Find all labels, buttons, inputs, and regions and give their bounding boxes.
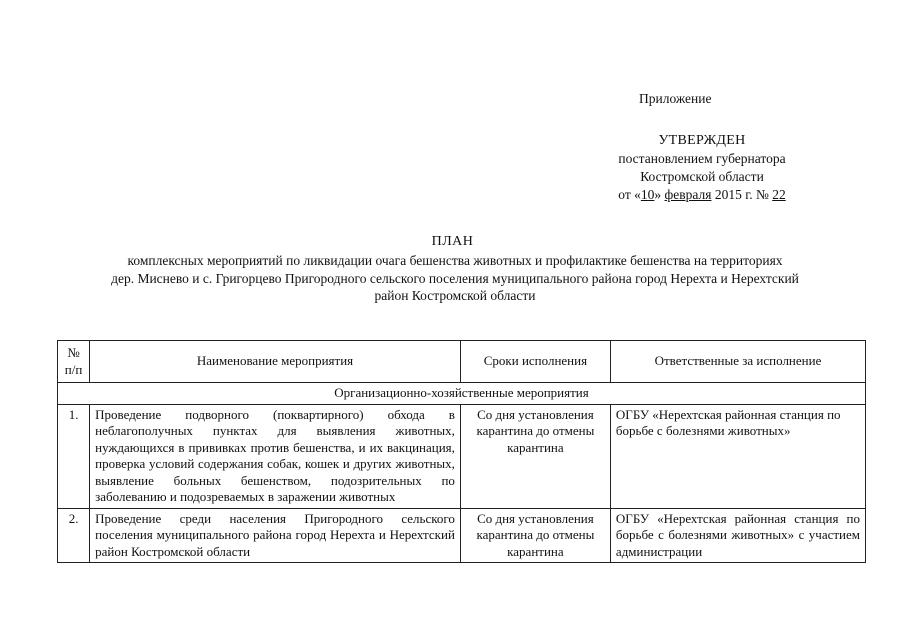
row-term: Со дня установления карантина до отмены карантина <box>460 404 610 508</box>
approval-line-2: Костромской области <box>640 169 764 184</box>
date-mid-2: 2015 г. № <box>711 187 773 202</box>
row-num: 1. <box>58 404 90 508</box>
row-resp: ОГБУ «Нерехтская районная станция по борьбе с болезнями животных» с участием администрации <box>610 508 865 563</box>
row-num: 2. <box>58 508 90 563</box>
header-term: Сроки исполнения <box>460 341 610 383</box>
date-prefix: от « <box>618 187 641 202</box>
header-name: Наименование мероприятия <box>90 341 461 383</box>
row-name: Проведение подворного (поквартирного) обхода в неблагополучных пунктах для выявления животных, нуждающихся в прививках против бешенства, и их вакцинация, проверка условий содержания собак, кошек и других животных, выявление больных бешенством, подозрительных по заболеванию и подозреваемых в заражении животных <box>90 404 461 508</box>
plan-subtitle-line: дер. Миснево и с. Григорцево Пригородного сельского поселения муниципального района город Нерехта и Нерехтский <box>111 270 799 286</box>
table-row <box>58 508 866 563</box>
approval-line-1: постановлением губернатора <box>618 151 786 166</box>
approval-header <box>587 90 817 204</box>
table-header-row <box>58 341 866 383</box>
row-resp: ОГБУ «Нерехтская районная станция по борьбе с болезнями животных» <box>610 404 865 508</box>
measures-table <box>57 340 866 563</box>
section-row <box>58 383 866 405</box>
plan-subtitle-line: район Костромской области <box>374 288 536 303</box>
approved-label: УТВЕРЖДЕН <box>658 133 746 148</box>
date-day: 10 <box>640 187 655 202</box>
approval-date <box>587 186 817 204</box>
row-term: Со дня установления карантина до отмены карантина <box>460 508 610 563</box>
date-month: февраля <box>664 187 712 202</box>
plan-subtitle <box>60 252 850 305</box>
resolution-number: 22 <box>772 187 786 202</box>
appendix-label: Приложение <box>639 91 712 106</box>
header-num: № п/п <box>58 341 90 383</box>
page-cut-edge <box>0 567 905 640</box>
plan-subtitle-line: комплексных мероприятий по ликвидации очага бешенства животных и профилактике бешенства на территориях <box>127 253 783 268</box>
header-resp: Ответственные за исполнение <box>610 341 865 383</box>
table-row <box>58 404 866 508</box>
section-title: Организационно-хозяйственные мероприятия <box>58 383 866 405</box>
date-mid-1: » <box>654 187 665 202</box>
row-name: Проведение среди населения Пригородного сельского поселения муниципального района город Нерехта и Нерехтский район Костромской области <box>90 508 461 563</box>
plan-title: ПЛАН <box>431 234 474 249</box>
